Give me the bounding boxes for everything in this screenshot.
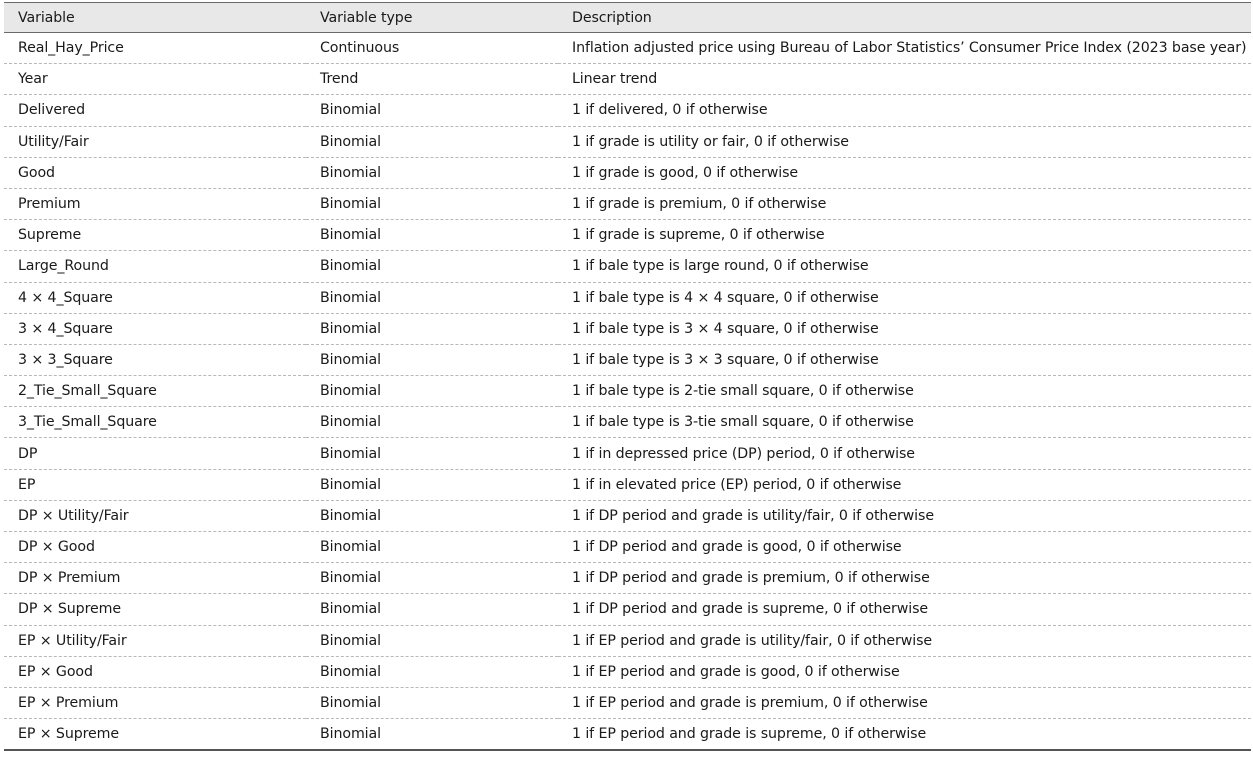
cell-description: 1 if bale type is 3 × 3 square, 0 if otherwise [572,351,879,368]
cell-description: Inflation adjusted price using Bureau of Labor Statistics’ Consumer Price Index (2023 base year) [572,40,1247,57]
cell-variable: DP × Good [18,539,95,556]
header-row [4,3,1251,33]
cell-description: 1 if in depressed price (DP) period, 0 if otherwise [572,445,915,462]
table-row [4,656,1251,687]
cell-variable-type: Binomial [320,102,381,119]
cell-variable: Premium [18,196,81,213]
table-row [4,594,1251,625]
table-row [4,563,1251,594]
table-row [4,282,1251,313]
cell-variable: EP × Supreme [18,725,120,742]
cell-variable: DP × Utility/Fair [18,507,129,524]
cell-variable-type: Binomial [320,507,381,524]
table-row [4,532,1251,563]
table-row [4,376,1251,407]
cell-variable: Real_Hay_Price [18,40,124,57]
table-row [4,625,1251,656]
table-row [4,126,1251,157]
cell-variable-type: Binomial [320,164,381,181]
cell-variable: 2_Tie_Small_Square [18,383,157,400]
table-header [4,3,1251,33]
table-row [4,500,1251,531]
cell-variable: EP × Utility/Fair [18,632,127,649]
cell-variable: Delivered [18,102,86,119]
table-row [4,64,1251,95]
cell-description: 1 if EP period and grade is premium, 0 if otherwise [572,695,928,712]
cell-variable-type: Continuous [320,40,400,57]
table-row [4,95,1251,126]
table-row [4,33,1251,64]
cell-variable-type: Trend [320,71,359,88]
table-row [4,438,1251,469]
cell-variable: DP [18,445,38,462]
cell-variable: Large_Round [18,258,109,275]
cell-variable: EP [18,476,36,493]
cell-variable-type: Binomial [320,570,381,587]
cell-description: 1 if DP period and grade is supreme, 0 if otherwise [572,601,929,618]
cell-variable-type: Binomial [320,258,381,275]
cell-description: 1 if bale type is 4 × 4 square, 0 if otherwise [572,289,879,306]
cell-variable-type: Binomial [320,227,381,244]
variables-table [4,2,1251,751]
cell-variable-type: Binomial [320,133,381,150]
cell-description: 1 if delivered, 0 if otherwise [572,102,768,119]
cell-variable: Good [18,164,55,181]
table-row [4,469,1251,500]
cell-variable-type: Binomial [320,320,381,337]
cell-variable-type: Binomial [320,601,381,618]
cell-description: 1 if DP period and grade is utility/fair, 0 if otherwise [572,507,934,524]
table-row [4,687,1251,718]
cell-description: 1 if EP period and grade is supreme, 0 if otherwise [572,725,927,742]
cell-variable-type: Binomial [320,725,381,742]
cell-description: 1 if grade is utility or fair, 0 if otherwise [572,133,849,150]
cell-description: 1 if grade is good, 0 if otherwise [572,164,799,181]
cell-variable: Year [18,71,48,88]
cell-variable: DP × Premium [18,570,121,587]
cell-variable: 3 × 4_Square [18,320,113,337]
cell-description: 1 if DP period and grade is good, 0 if otherwise [572,539,902,556]
cell-variable-type: Binomial [320,476,381,493]
cell-description: 1 if bale type is 3-tie small square, 0 if otherwise [572,414,914,431]
cell-description: 1 if in elevated price (EP) period, 0 if otherwise [572,476,902,493]
cell-variable-type: Binomial [320,196,381,213]
cell-variable: Utility/Fair [18,133,89,150]
cell-variable: EP × Good [18,663,93,680]
cell-description: 1 if EP period and grade is good, 0 if otherwise [572,663,900,680]
cell-description: 1 if bale type is 2-tie small square, 0 if otherwise [572,383,914,400]
cell-variable-type: Binomial [320,351,381,368]
cell-variable-type: Binomial [320,383,381,400]
cell-description: Linear trend [572,71,658,88]
cell-description: 1 if grade is supreme, 0 if otherwise [572,227,825,244]
table-row [4,251,1251,282]
table-row [4,157,1251,188]
table-row [4,220,1251,251]
cell-variable-type: Binomial [320,289,381,306]
cell-variable: Supreme [18,227,82,244]
table-row [4,719,1251,750]
table-row [4,188,1251,219]
cell-variable-type: Binomial [320,663,381,680]
cell-variable: 4 × 4_Square [18,289,113,306]
table-body [4,33,1251,750]
cell-variable: DP × Supreme [18,601,121,618]
cell-variable: 3 × 3_Square [18,351,113,368]
cell-description: 1 if DP period and grade is premium, 0 if otherwise [572,570,930,587]
cell-description: 1 if bale type is 3 × 4 square, 0 if otherwise [572,320,879,337]
cell-description: 1 if bale type is large round, 0 if otherwise [572,258,869,275]
cell-description: 1 if EP period and grade is utility/fair, 0 if otherwise [572,632,932,649]
header-description: Description [572,9,652,26]
cell-description: 1 if grade is premium, 0 if otherwise [572,196,827,213]
cell-variable-type: Binomial [320,445,381,462]
table-row [4,344,1251,375]
header-variable-type: Variable type [320,9,413,26]
cell-variable: EP × Premium [18,695,119,712]
cell-variable-type: Binomial [320,695,381,712]
table-row [4,407,1251,438]
header-variable: Variable [18,9,75,26]
cell-variable-type: Binomial [320,632,381,649]
table-row [4,313,1251,344]
cell-variable-type: Binomial [320,539,381,556]
cell-variable-type: Binomial [320,414,381,431]
cell-variable: 3_Tie_Small_Square [18,414,157,431]
